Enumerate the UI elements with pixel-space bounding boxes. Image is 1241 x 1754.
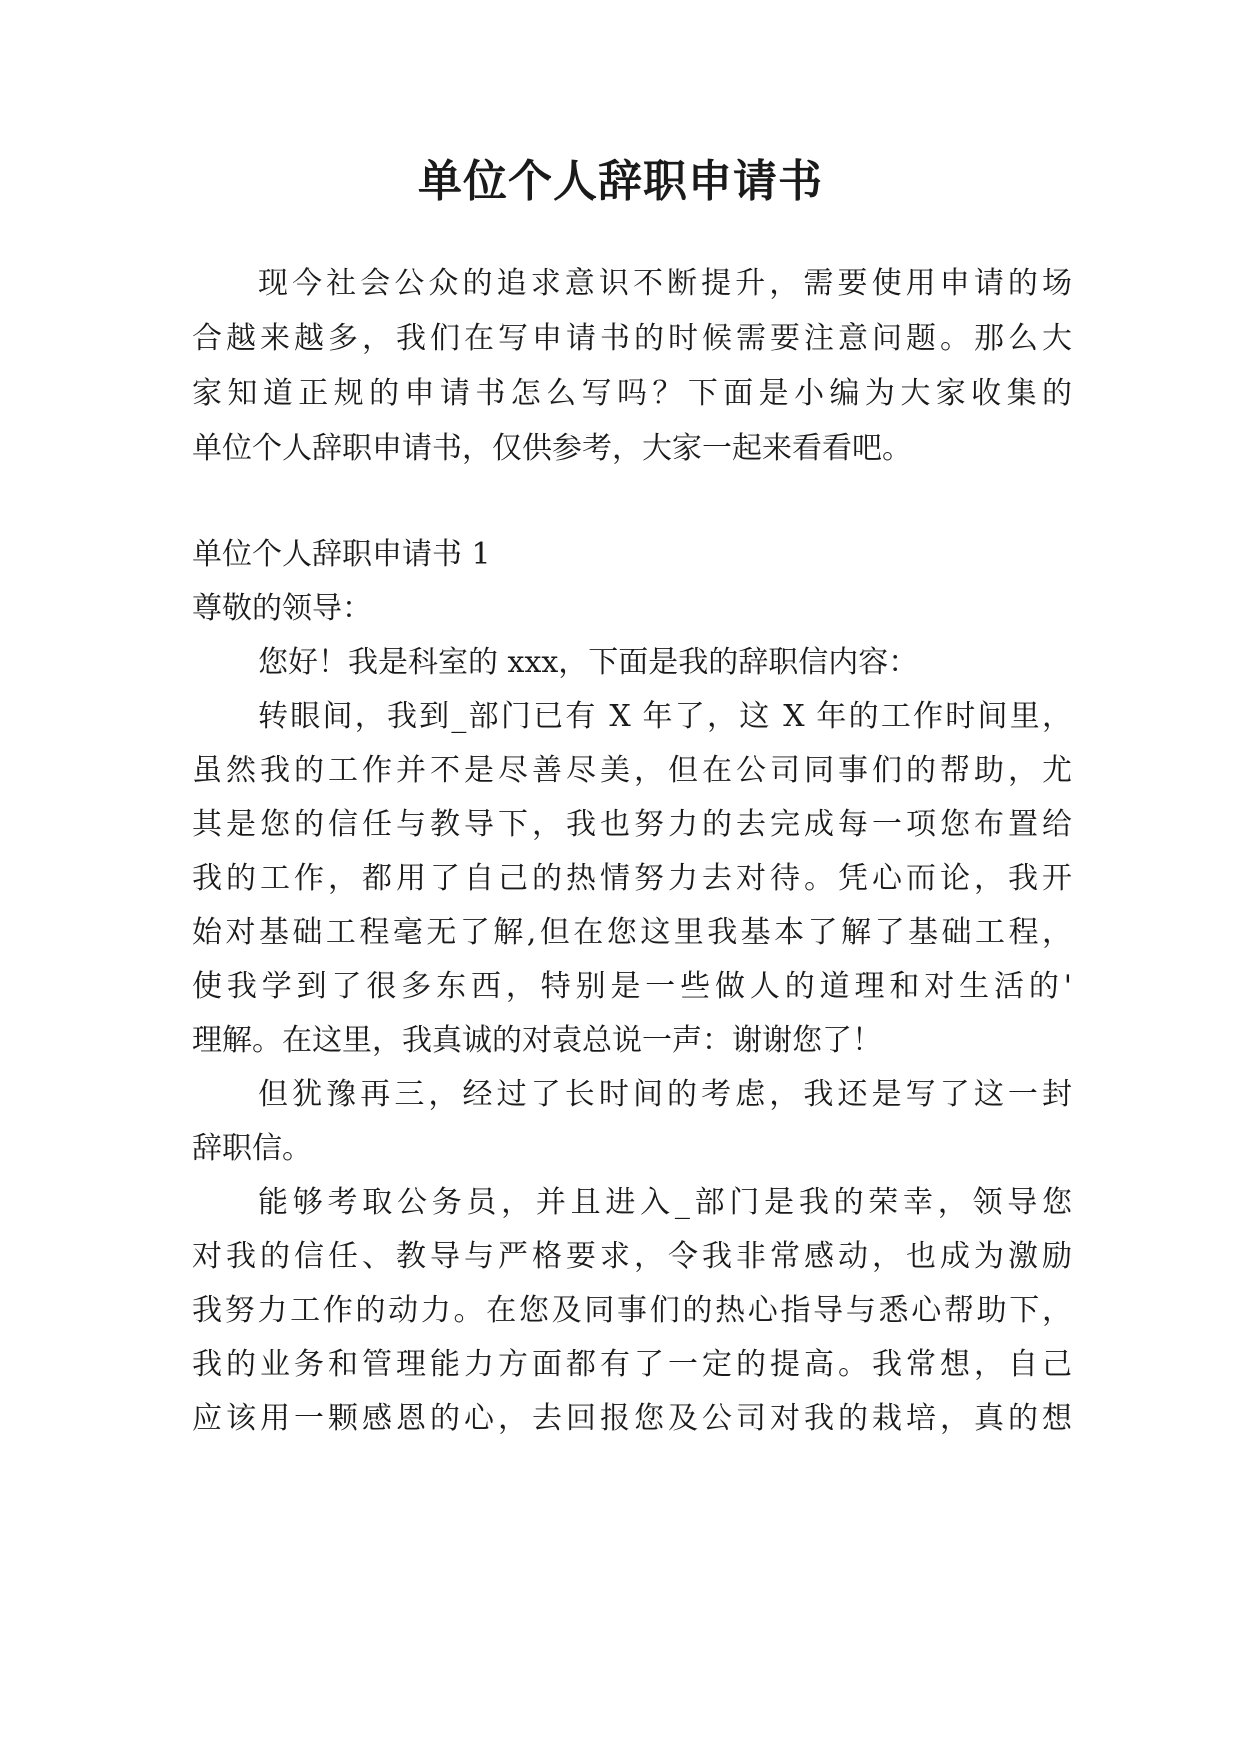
body-line: 我的业务和管理能力方面都有了一定的提高。我常想，自己 [192, 1347, 1072, 1382]
body-line: 应该用一颗感恩的心，去回报您及公司对我的栽培，真的想 [192, 1401, 1072, 1436]
body-line: 辞职信。 [192, 1131, 312, 1166]
intro-line-2: 合越来越多，我们在写申请书的时候需要注意问题。那么大 [192, 321, 1072, 356]
body-line: 虽然我的工作并不是尽善尽美，但在公司同事们的帮助，尤 [192, 753, 1072, 788]
body-line: 理解。在这里，我真诚的对袁总说一声：谢谢您了！ [192, 1023, 882, 1058]
intro-line-4: 单位个人辞职申请书，仅供参考，大家一起来看看吧。 [192, 431, 912, 466]
body-line: 使我学到了很多东西，特别是一些做人的道理和对生活的' [192, 969, 1072, 1004]
body-line: 始对基础工程毫无了解,但在您这里我基本了解了基础工程， [192, 915, 1072, 950]
body-line: 您好！我是科室的 xxx，下面是我的辞职信内容： [258, 645, 919, 680]
salutation: 尊敬的领导： [192, 591, 372, 626]
body-line: 能够考取公务员，并且进入_部门是我的荣幸，领导您 [258, 1185, 1072, 1220]
body-line: 转眼间，我到_部门已有 X 年了，这 X 年的工作时间里， [258, 699, 1072, 734]
section-heading: 单位个人辞职申请书 1 [192, 537, 491, 572]
body-line: 但犹豫再三，经过了长时间的考虑，我还是写了这一封 [258, 1077, 1072, 1112]
body-line: 其是您的信任与教导下，我也努力的去完成每一项您布置给 [192, 807, 1072, 842]
body-line: 我努力工作的动力。在您及同事们的热心指导与悉心帮助下， [192, 1293, 1072, 1328]
body-line: 对我的信任、教导与严格要求，令我非常感动，也成为激励 [192, 1239, 1072, 1274]
body-line: 我的工作，都用了自己的热情努力去对待。凭心而论，我开 [192, 861, 1072, 896]
intro-line-1: 现今社会公众的追求意识不断提升，需要使用申请的场 [258, 266, 1072, 301]
intro-line-3: 家知道正规的申请书怎么写吗？下面是小编为大家收集的 [192, 376, 1072, 411]
document-title: 单位个人辞职申请书 [418, 156, 823, 207]
